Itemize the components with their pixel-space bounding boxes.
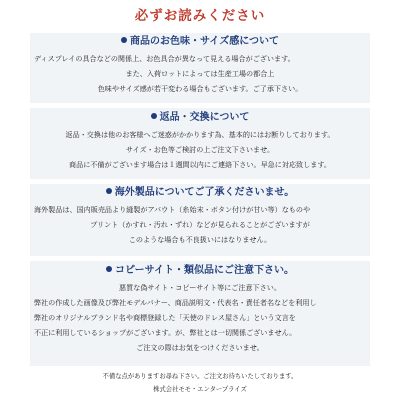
notice-text: サイズ・お色等ご検討の上ご注文下さいませ。	[125, 145, 275, 154]
notice-text: ご注文の際はお気をつけくださいませ。	[136, 343, 264, 352]
notice-text: ディスプレイの具合などの関係上、お色具合が異なって見える場合がございます。	[34, 54, 295, 63]
bullet-icon	[151, 113, 157, 119]
bullet-icon	[106, 188, 112, 194]
section-heading: 海外製品についてご了承くださいませ。	[30, 186, 370, 200]
section-heading: 返品・交換について	[30, 111, 370, 125]
page-title: 必ずお読みください	[134, 8, 266, 24]
notice-text: プリント（かすれ・汚れ・ずれ）などが見られることがございますが	[90, 220, 310, 229]
notice-text: 商品に不備がございます場合は１週間以内にご連絡下さい。早急に対応致します。	[69, 160, 331, 169]
notice-text: 弊社の作成した画像及び弊社モデルバナー、商品説明文・代表名・責任者名などを利用し	[34, 298, 317, 307]
notice-text: 返品・交換は他のお客様へご迷惑がかかります為、基本的にはお断りしております。	[65, 130, 335, 139]
copy-site-warning-card	[30, 261, 370, 366]
bullet-icon	[121, 37, 127, 43]
notice-text: このような場合も不良扱いにはなりません。	[128, 235, 272, 244]
section-heading: コピーサイト・類似品にご注意下さい。	[30, 264, 370, 278]
notice-text: また、入荷ロットによっては生産工場の都合上	[125, 69, 275, 78]
bullet-icon	[106, 266, 112, 272]
notice-text: 色味やサイズ感が若干変わる場合もございます。ご了承下さい。	[97, 84, 303, 93]
notice-text: 弊社のオリジナルブランド名や商標登録した「天使のドレス屋さん」という文言を	[34, 313, 296, 322]
overseas-products-card	[30, 184, 370, 256]
section-heading: 商品のお色味・サイズ感について	[30, 35, 370, 49]
color-size-notice-card	[30, 33, 370, 103]
notice-text: 海外製品は、国内販売品より縫製がアバウト（糸始末・ボタン付けが甘い等）なものや	[34, 205, 311, 214]
notice-text: 悪質な偽サイト・コピーサイト等にご注意下さい。	[119, 283, 281, 292]
return-exchange-card	[30, 108, 370, 179]
notice-text: 不正に利用しているショップがございます。が、弊社とは一切関係ございません。	[34, 328, 297, 337]
footer-note: 不備な点がありますお尋ね下さい。ご注文お待ちいたしております。	[102, 373, 298, 380]
company-name: 株式会社モモ・エンタープライズ	[153, 386, 247, 393]
